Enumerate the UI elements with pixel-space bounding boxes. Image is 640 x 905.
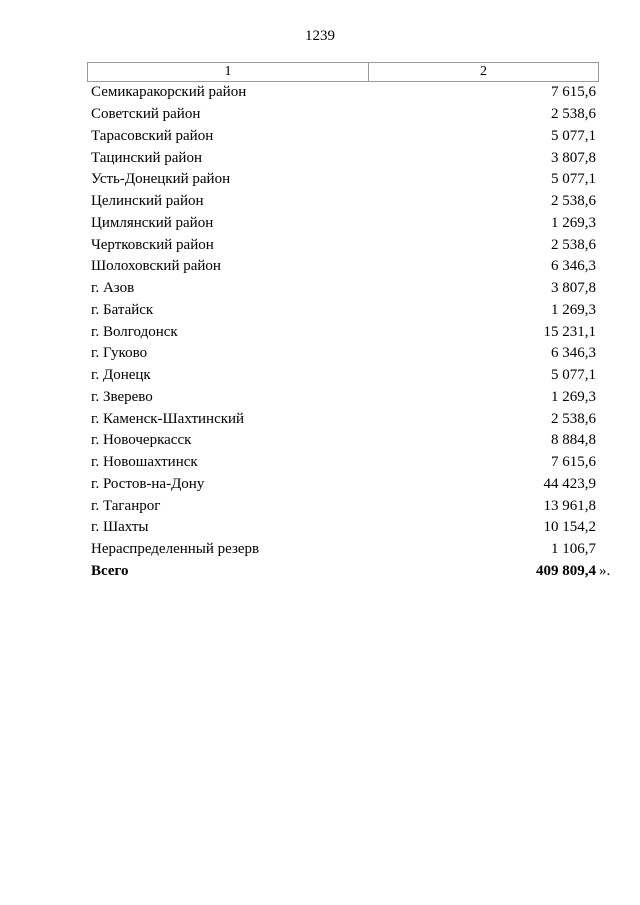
row-value: 2 538,6	[551, 236, 596, 253]
row-name: Чертковский район	[91, 236, 214, 253]
row-value: 1 269,3	[551, 301, 596, 318]
row-name: Цимлянский район	[91, 214, 214, 231]
row-name: Семикаракорский район	[91, 84, 247, 101]
page-number: 1239	[305, 28, 335, 44]
table-row	[87, 539, 599, 561]
total-value-cell	[431, 562, 611, 580]
row-value: 10 154,2	[543, 519, 596, 536]
table-row	[87, 452, 599, 474]
row-name: Советский район	[91, 106, 201, 123]
total-value: 409 809,4	[536, 562, 596, 579]
row-name: г. Волгодонск	[91, 323, 178, 340]
row-name: Нераспределенный резерв	[91, 541, 260, 558]
table-row	[87, 517, 599, 539]
row-value: 6 346,3	[551, 258, 596, 275]
row-value: 2 538,6	[551, 106, 596, 123]
table-row	[87, 256, 599, 278]
table-row	[87, 104, 599, 126]
table-header-row	[87, 62, 599, 82]
row-name: Тацинский район	[91, 149, 202, 166]
row-value: 13 961,8	[543, 497, 596, 514]
table-row	[87, 300, 599, 322]
table-row	[87, 343, 599, 365]
row-name: г. Донецк	[91, 367, 151, 384]
row-value: 5 077,1	[551, 367, 596, 384]
table-row	[87, 365, 599, 387]
table-row	[87, 430, 599, 452]
table-row	[87, 169, 599, 191]
row-value: 8 884,8	[551, 432, 596, 449]
row-name: Тарасовский район	[91, 127, 214, 144]
row-value: 6 346,3	[551, 345, 596, 362]
row-name: г. Гуково	[91, 345, 148, 362]
row-name: Целинский район	[91, 193, 204, 210]
row-name: г. Шахты	[91, 519, 149, 536]
total-row	[87, 561, 611, 583]
table-row	[87, 234, 599, 256]
row-name: г. Зверево	[91, 388, 153, 405]
row-name: г. Таганрог	[91, 497, 161, 514]
row-value: 1 269,3	[551, 388, 596, 405]
row-name: г. Каменск-Шахтинский	[91, 410, 245, 427]
total-label: Всего	[91, 562, 129, 579]
row-value: 1 269,3	[551, 214, 596, 231]
table-row	[87, 495, 599, 517]
row-value: 5 077,1	[551, 127, 596, 144]
row-name: г. Новошахтинск	[91, 454, 198, 471]
table-row	[87, 321, 599, 343]
row-value: 3 807,8	[551, 280, 596, 297]
row-value: 3 807,8	[551, 149, 596, 166]
row-name: Усть-Донецкий район	[91, 171, 231, 188]
row-name: г. Ростов-на-Дону	[91, 475, 205, 492]
table-row	[87, 82, 599, 104]
table-body	[87, 82, 599, 561]
row-value: 5 077,1	[551, 171, 596, 188]
row-name: г. Новочеркасск	[91, 432, 192, 449]
table-row	[87, 213, 599, 235]
row-value: 7 615,6	[551, 84, 596, 101]
column-header-2: 2	[480, 64, 487, 79]
row-name: Шолоховский район	[91, 258, 221, 275]
row-value: 1 106,7	[551, 541, 596, 558]
table-row	[87, 474, 599, 496]
table-row	[87, 147, 599, 169]
column-header-1: 1	[88, 63, 369, 81]
table-row	[87, 126, 599, 148]
table-row	[87, 408, 599, 430]
row-value: 7 615,6	[551, 454, 596, 471]
allocation-table	[87, 62, 611, 582]
row-value: 2 538,6	[551, 410, 596, 427]
row-value: 2 538,6	[551, 193, 596, 210]
table-row	[87, 387, 599, 409]
row-value: 15 231,1	[543, 323, 596, 340]
row-name: г. Батайск	[91, 301, 154, 318]
row-name: г. Азов	[91, 280, 135, 297]
closing-quote-suffix: ».	[599, 562, 611, 579]
row-value: 44 423,9	[543, 475, 596, 492]
table-row	[87, 278, 599, 300]
table-row	[87, 191, 599, 213]
